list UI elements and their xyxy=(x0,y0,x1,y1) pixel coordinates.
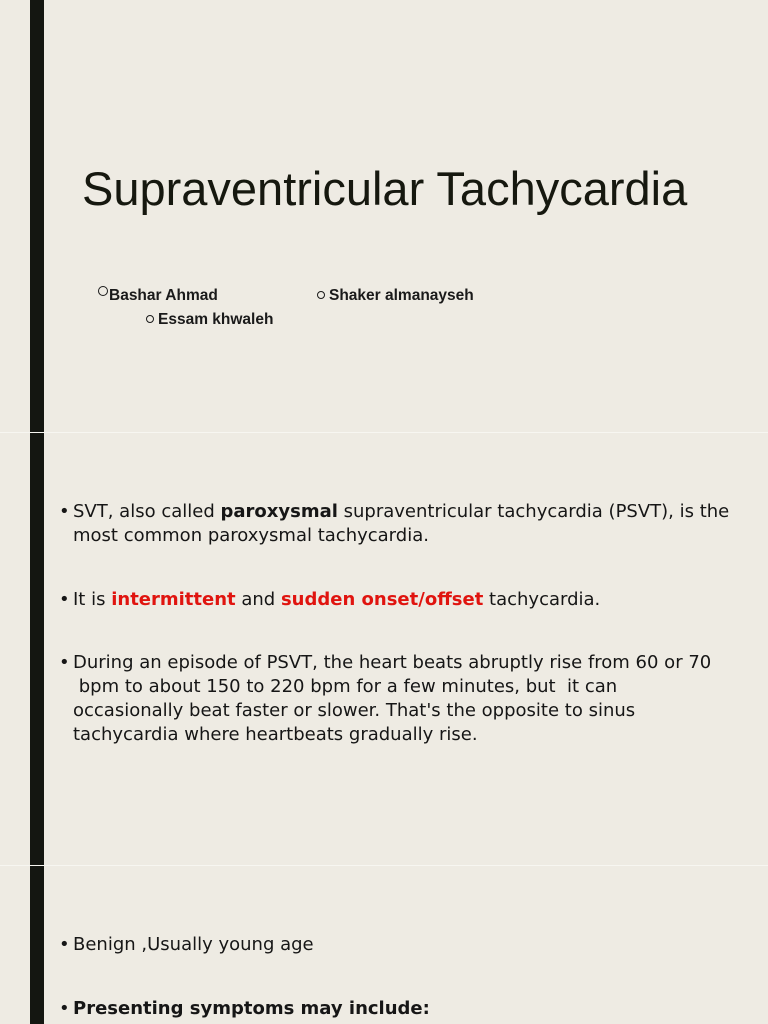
left-accent-bar xyxy=(30,866,44,1024)
bullet-item: • It is intermittent and sudden onset/offset tachycardia. xyxy=(59,589,601,610)
author-item xyxy=(146,310,273,330)
highlight-red: intermittent xyxy=(111,589,236,610)
bullet-dot-icon: • xyxy=(59,501,70,522)
author-name: Essam khwaleh xyxy=(158,311,274,328)
left-accent-bar xyxy=(30,433,44,865)
author-name: Bashar Ahmad xyxy=(109,287,218,304)
bullet-item: • Benign ,Usually young age xyxy=(59,934,314,955)
bold-term: paroxysmal xyxy=(220,501,338,522)
slide-svt-features xyxy=(0,866,768,1024)
bullet-item: • During an episode of PSVT, the heart beats abruptly rise from 60 or 70 bpm to about 150 to 220 bpm for a few minutes, but it can occasionally beat faster or slower. That's the opposite to sinus tachycardia where heartbeats gradually rise. xyxy=(59,652,712,745)
slide-title-text: Supraventricular Tachycardia xyxy=(82,162,688,215)
bullet-dot-icon: • xyxy=(59,998,70,1019)
author-item xyxy=(98,286,218,306)
bullet-dot-icon: • xyxy=(59,934,70,955)
highlight-red: sudden onset/offset xyxy=(280,589,484,610)
bullet-dot-icon: • xyxy=(59,652,70,673)
slide-svt-overview xyxy=(0,433,768,865)
left-accent-bar xyxy=(30,0,44,432)
author-item xyxy=(317,286,474,306)
bullet-item: • Presenting symptoms may include: xyxy=(59,998,430,1019)
slide-title xyxy=(0,0,768,432)
circle-bullet-icon xyxy=(98,286,108,296)
bullet-item: • SVT, also called paroxysmal supraventricular tachycardia (PSVT), is the most common paroxysmal tachycardia. xyxy=(59,501,730,546)
circle-bullet-icon xyxy=(317,291,325,299)
author-name: Shaker almanayseh xyxy=(329,287,474,304)
bullet-dot-icon: • xyxy=(59,589,70,610)
circle-bullet-icon xyxy=(146,315,154,323)
